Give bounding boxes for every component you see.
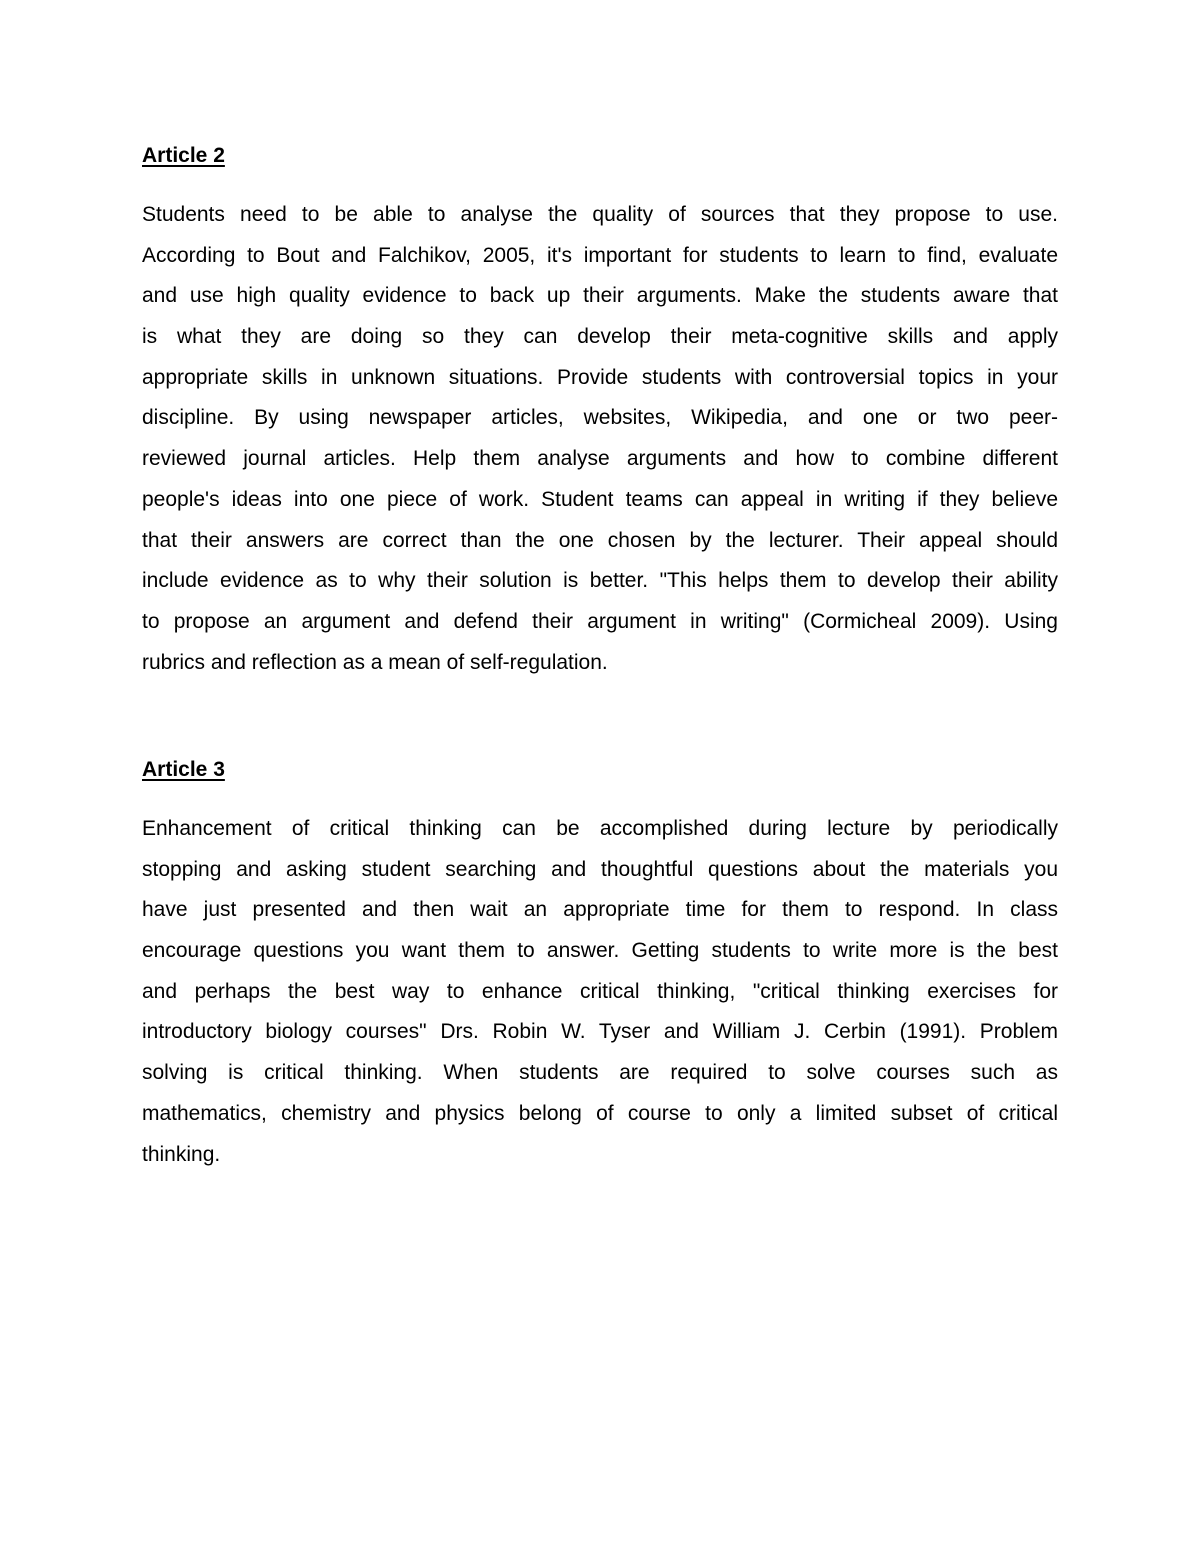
article-3-section bbox=[142, 754, 1058, 1175]
body-line: and use high quality evidence to back up their arguments. Make the students aware that bbox=[142, 284, 1058, 308]
body-line: mathematics, chemistry and physics belong of course to only a limited subset of critical bbox=[142, 1101, 1058, 1125]
body-line: Enhancement of critical thinking can be accomplished during lecture by periodically bbox=[142, 817, 1058, 840]
body-line: Students need to be able to analyse the quality of sources that they propose to use. bbox=[142, 203, 1058, 226]
body-line: have just presented and then wait an appropriate time for them to respond. In class bbox=[142, 898, 1058, 922]
body-line: encourage questions you want them to answer. Getting students to write more is the best bbox=[142, 939, 1058, 963]
body-line: and perhaps the best way to enhance critical thinking, "critical thinking exercises for bbox=[142, 979, 1058, 1003]
body-line: people's ideas into one piece of work. Student teams can appeal in writing if they believe bbox=[142, 487, 1058, 511]
body-line: is what they are doing so they can develop their meta-cognitive skills and apply bbox=[142, 325, 1058, 349]
article-2-section bbox=[142, 140, 1058, 683]
body-line: discipline. By using newspaper articles, websites, Wikipedia, and one or two peer- bbox=[142, 406, 1058, 430]
body-line: thinking. bbox=[142, 1142, 221, 1166]
body-line: solving is critical thinking. When students are required to solve courses such as bbox=[142, 1061, 1058, 1085]
body-line: According to Bout and Falchikov, 2005, it's important for students to learn to find, evaluate bbox=[142, 243, 1058, 267]
body-line: include evidence as to why their solution is better. "This helps them to develop their ability bbox=[142, 569, 1058, 593]
body-line: appropriate skills in unknown situations. Provide students with controversial topics in your bbox=[142, 365, 1058, 389]
body-line: rubrics and reflection as a mean of self-regulation. bbox=[142, 650, 608, 674]
body-line: stopping and asking student searching and thoughtful questions about the materials you bbox=[142, 857, 1058, 881]
body-line: to propose an argument and defend their argument in writing" (Cormicheal 2009). Using bbox=[142, 609, 1058, 633]
article-2-body bbox=[142, 195, 1058, 683]
body-line: introductory biology courses" Drs. Robin W. Tyser and William J. Cerbin (1991). Problem bbox=[142, 1020, 1058, 1044]
article-3-heading: Article 3 bbox=[142, 758, 225, 781]
body-line: reviewed journal articles. Help them analyse arguments and how to combine different bbox=[142, 447, 1058, 471]
body-line: that their answers are correct than the one chosen by the lecturer. Their appeal should bbox=[142, 528, 1058, 552]
article-3-body bbox=[142, 809, 1058, 1175]
article-2-heading: Article 2 bbox=[142, 144, 225, 167]
